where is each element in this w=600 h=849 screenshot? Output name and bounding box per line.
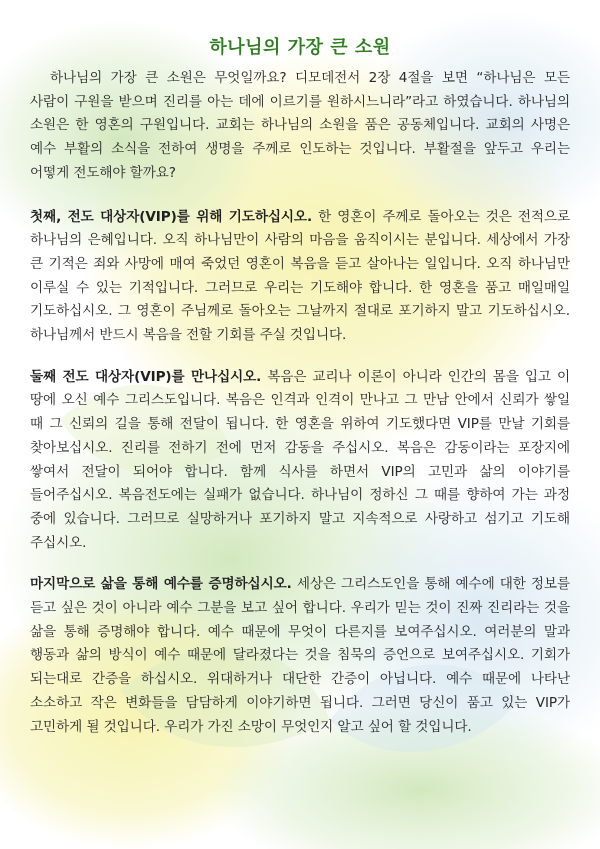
section-heading: 둘째 전도 대상자(VIP)를 만나십시오. bbox=[30, 368, 262, 385]
section-body: 한 영혼이 주께로 돌아오는 것은 전적으로 하나님의 은혜입니다. 오직 하나님만이 사람의 마음을 움직이시는 분입니다. 세상에서 가장 큰 기적은 죄와 사망에 매여 죽었던 영혼이 복음을 듣고 살아나는 일입니다. 오직 하나님만 이루실 수 있는 기적입니다. 그러므로 우리는 기도해야 합니다. 한 영혼을 품고 매일매일 기도하십시오. 그 영혼이 주님께로 돌아오는 그날까지 절대로 포기하지 말고 기도하십시오. 하나님께서 반드시 복음을 전할 기회를 주실 것입니다. bbox=[30, 208, 570, 344]
section-heading: 첫째, 전도 대상자(VIP)를 위해 기도하십시오. bbox=[30, 208, 313, 225]
intro-paragraph: 하나님의 가장 큰 소원은 무엇일까요? 디모데전서 2장 4절을 보면 “하나님은 모든 사람이 구원을 받으며 진리를 아는 데에 이르기를 원하시느니라”라고 하였습니다. 하나님의 소원은 한 영혼의 구원입니다. 교회는 하나님의 소원을 품은 공동체입니다. 교회의 사명은 예수 부활의 소식을 전하여 생명을 주께로 인도하는 것입니다. 부활절을 앞두고 우리는 어떻게 전도해야 할까요? bbox=[30, 70, 570, 181]
page-title: 하나님의 가장 큰 소원 bbox=[209, 37, 391, 58]
section-body: 세상은 그리스도인을 통해 예수에 대한 정보를 듣고 싶은 것이 아니라 예수 그분을 보고 싶어 합니다. 우리가 믿는 것이 진짜 진리라는 것을 삶을 통해 증명해야 합니다. 예수 때문에 무엇이 다른지를 보여주십시오. 여러분의 말과 행동과 삶의 방식이 예수 때문에 달라졌다는 것을 침묵의 증언으로 보여주십시오. 기회가 되는대로 간증을 하십시오. 위대하거나 대단한 간증이 아닙니다. 예수 때문에 나타난 소소하고 작은 변화들을 담담하게 이야기하면 됩니다. 그러면 당신이 품고 있는 VIP가 고민하게 될 것입니다. 우리가 가진 소망이 무엇인지 알고 싶어 할 것입니다. bbox=[30, 576, 570, 735]
section-meet bbox=[30, 366, 570, 556]
section-heading: 마지막으로 삶을 통해 예수를 증명하십시오. bbox=[30, 576, 292, 593]
section-body: 복음은 교리나 이론이 아니라 인간의 몸을 입고 이 땅에 오신 예수 그리스도입니다. 복음은 인격과 인격이 만나고 그 만남 안에서 신뢰가 쌓일 때 그 신뢰의 길을 통해 전달이 됩니다. 한 영혼을 위하여 기도했다면 VIP를 만날 기회를 찾아보십시오. 진리를 전하기 전에 먼저 감동을 주십시오. 복음은 감동이라는 포장지에 쌓여서 전달이 되어야 합니다. 함께 식사를 하면서 VIP의 고민과 삶의 이야기를 들어주십시오. 복음전도에는 실패가 없습니다. 하나님이 정하신 그 때를 향하여 가는 과정 중에 있습니다. 그러므로 실망하거나 포기하지 말고 지속적으로 사랑하고 섬기고 기도해 주십시오. bbox=[30, 368, 570, 551]
section-prayer bbox=[30, 206, 570, 348]
section-testimony bbox=[30, 573, 570, 739]
